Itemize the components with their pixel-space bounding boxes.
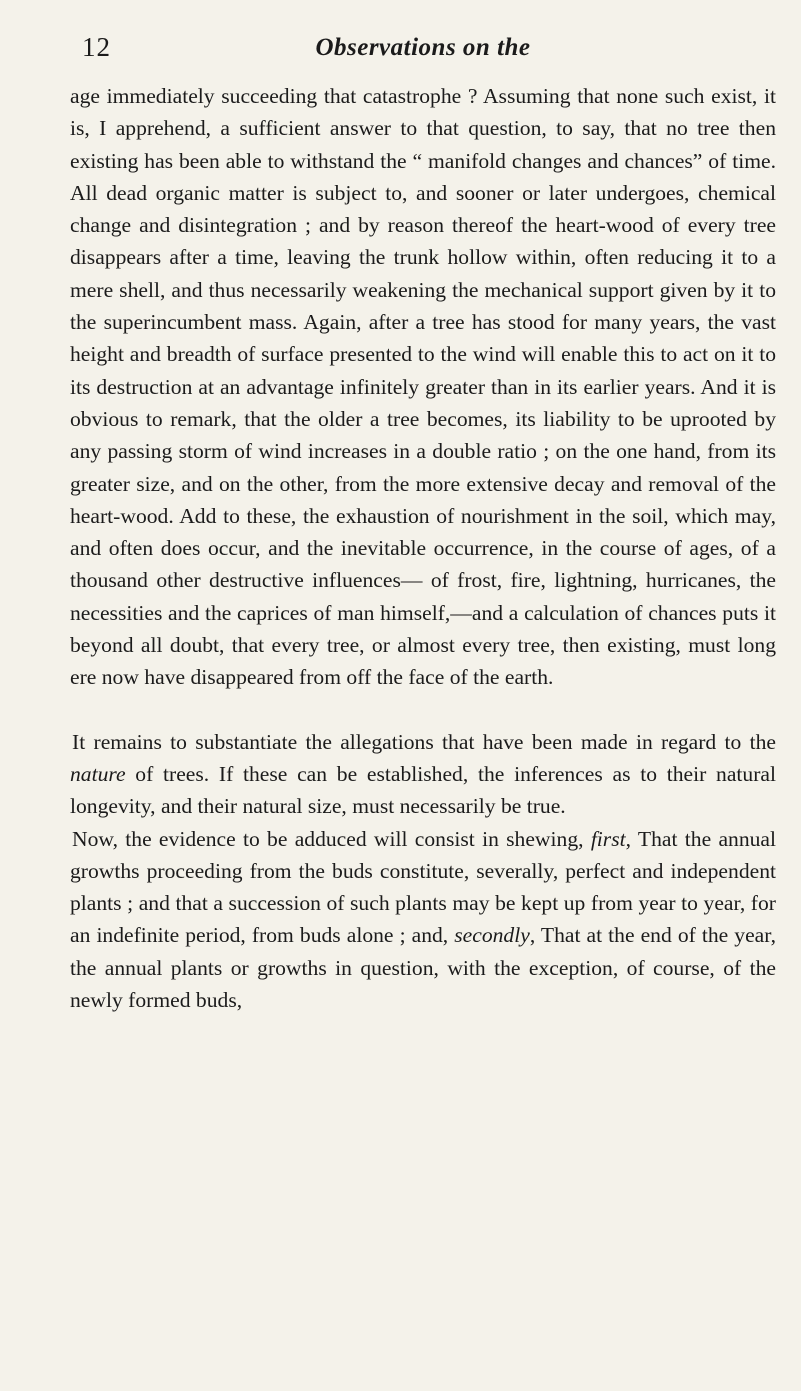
paragraph-3-after: , That at the end of the year, the annual plants or growths in question, with the exception, of course, of the newly formed buds, [70,923,776,1013]
paragraph-2-before: It remains to substantiate the allegations that have been made in regard to the [72,729,776,754]
emphasis-first: first [590,826,626,851]
emphasis-nature: nature [70,761,126,786]
paragraph-3-middle: , That the annual growths proceeding from the buds constitute, severally, perfect and independent plants ; and that a succession of such plants may be kept up from year to year, for an indefinite period, from buds alone ; and, [70,826,777,948]
running-head: Observations on the [315,34,531,61]
paragraph-gap [70,694,776,726]
emphasis-secondly: secondly [454,923,530,948]
paragraph-1: age immediately succeeding that catastrophe ? Assuming that none such exist, it is, I apprehend, a sufficient answer to that question, to say, that no tree then existing has been able to withstand the “ manifold changes and chances” of time. All dead organic matter is subject to, and sooner or later undergoes, chemical change and disintegration ; and by reason thereof the heart-wood of every tree disappears after a time, leaving the trunk hollow within, often reducing it to a mere shell, and thus necessarily weakening the mechanical support given by it to the superincumbent mass. Again, after a tree has stood for many years, the vast height and breadth of surface presented to the wind will enable this to act on it to its destruction at an advantage infinitely greater than in its earlier years. And it is obvious to remark, that the older a tree becomes, its liability to be uprooted by any passing storm of wind increases in a double ratio ; on the one hand, from its greater size, and on the other, from the more extensive decay and removal of the heart-wood. Add to these, the exhaustion of nourishment in the soil, which may, and often does occur, and the inevitable occurrence, in the course of ages, of a thousand other destructive influences— of frost, fire, lightning, hurricanes, the necessities and the caprices of man himself,—and a calculation of chances puts it beyond all doubt, that every tree, or almost every tree, then existing, must long ere now have disappeared from off the face of the earth. [70,84,776,690]
page-number: 12 [82,32,111,62]
paragraph-3 [70,823,776,1017]
paragraph-3-before: Now, the evidence to be adduced will consist in shewing, [72,826,591,851]
paragraph-2-after: of trees. If these can be established, the inferences as to their natural longevity, and their natural size, must necessarily be true. [70,761,776,819]
page-header [70,22,776,68]
body-text [70,80,776,1016]
paragraph-2 [70,726,776,823]
page [70,22,776,1016]
